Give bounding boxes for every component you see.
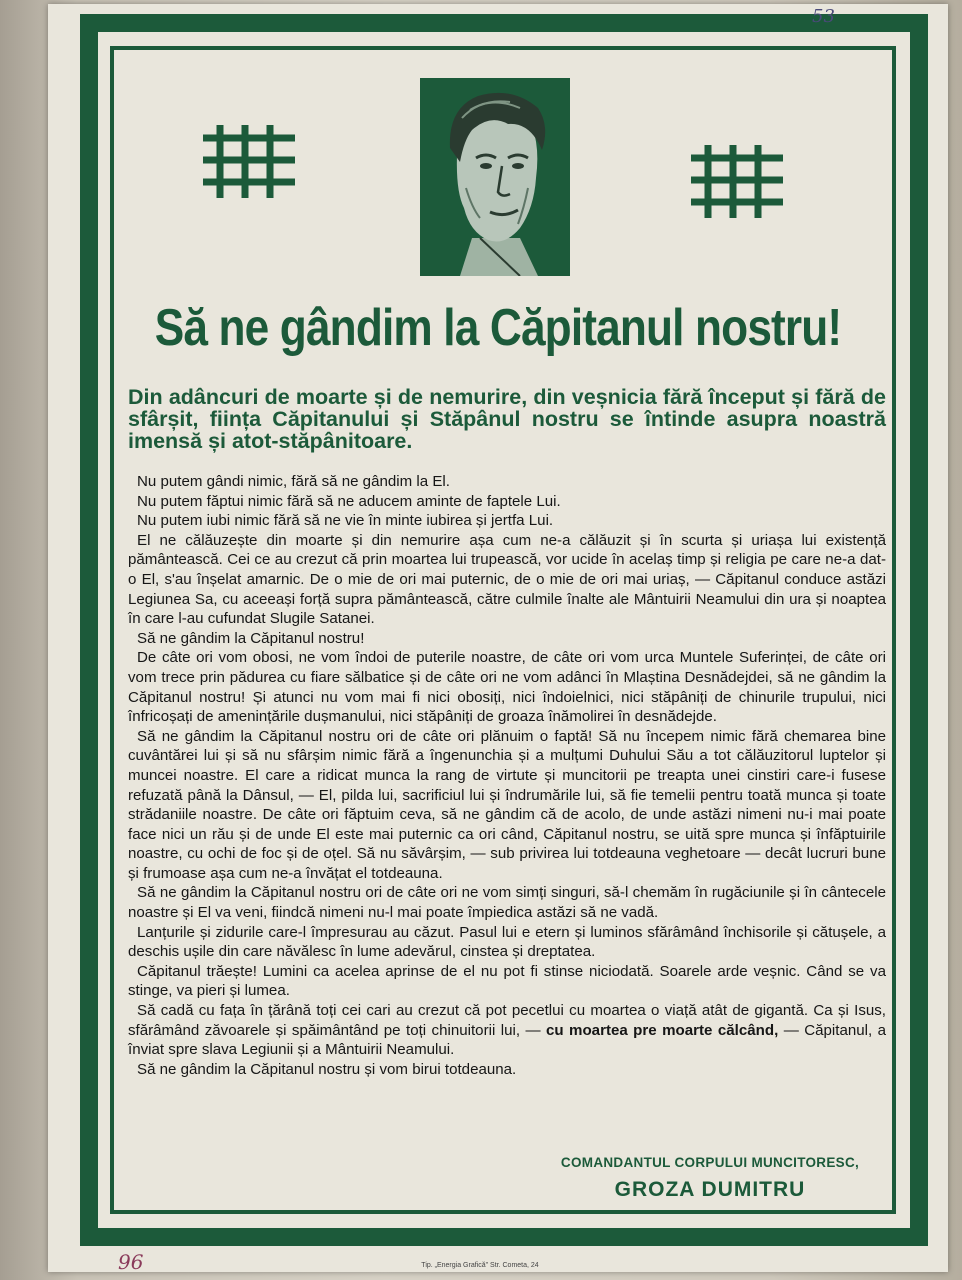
grid-symbol-icon xyxy=(200,120,300,200)
handwritten-number-top: 53 xyxy=(812,6,835,27)
portrait-image xyxy=(420,78,570,276)
handwritten-number-bottom: 96 xyxy=(118,1250,144,1274)
body-paragraph: Să ne gândim la Căpitanul nostru și vom birui totdeauna. xyxy=(137,1060,517,1078)
body-paragraph-end: — Căpitanul, a înviat spre slava Legiunii și a Mântuirii Neamului. xyxy=(128,1021,886,1059)
body-text xyxy=(128,472,886,1079)
body-paragraph: Nu putem gândi nimic, fără să ne gândim la El. xyxy=(137,473,450,490)
body-paragraph: Să ne gândim la Căpitanul nostru ori de câte ori ne vom simți singuri, să-l chemăm în rugăciunile și în cântecele noastre și El va veni, fiindcă nimeni nu-l mai poate împiedica astăzi să ne vadă. xyxy=(128,884,886,922)
intro-paragraph: Din adâncuri de moarte și de nemurire, din veșnicia fără început și fără de sfârșit, ființa Căpitanului și Stăpânul nostru se întinde asupra noastră imensă și atot-stăpânitoare. xyxy=(128,385,886,453)
body-paragraph: Căpitanul trăește! Lumini ca acelea aprinse de el nu pot fi stinse niciodată. Soarele arde veșnic. Când se va stinge, va pieri și lumea. xyxy=(128,962,886,1000)
body-paragraph: Nu putem iubi nimic fără să ne vie în minte iubirea și jertfa Lui. xyxy=(137,512,554,530)
body-paragraph: Nu putem făptui nimic fără să ne aducem aminte de faptele Lui. xyxy=(137,492,561,510)
signature-name: GROZA DUMITRU xyxy=(614,1178,806,1201)
body-paragraph: Să ne gândim la Căpitanul nostru ori de câte ori plănuim o faptă! Să nu începem nimic fără chemarea bine cuvântărei lui și să nu sfârșim nimic fără a îngenunchia și a mulțumi Duhului Său a tot călăuzitorul luptelor și muncei noastre. El care a ridicat munca la rang de virtute și muncitorii pe treapta unei cinstiri care-i fusese refuzată până la Dânsul, — El, pilda lui, sacrificiul lui și îndrumările lui, să fie temelii pentru toată munca și toate strădaniile noastre. De câte ori făptuim ceva, să ne gândim că de acolo, de unde astăzi nimeni nu-i mai poate face nici un rău și de unde El este mai puternic ca ori când, Căpitanul nostru, se uită spre munca și înfăptuirile noastre, cu ochi de foc și de oțel. Să nu săvârșim, — sub privirea lui totdeauna veghetoare — decât lucruri bune și frumoase așa cum ne-a învățat el totdeauna. xyxy=(128,727,886,882)
grid-symbol-icon xyxy=(688,140,788,220)
poster-title: Să ne gândim la Căpitanul nostru! xyxy=(154,299,842,357)
body-paragraph-start: Să cadă cu fața în țărână toți cei cari au crezut că pot pecetlui cu moartea o viață atât de gigantă. Ca și Isus, sfărâmând zăvoarele și spăimântând pe toți chinuitorii lui, — xyxy=(128,1002,886,1039)
printer-credit: Tip. „Energia Grafică" Str. Cometa, 24 xyxy=(421,1262,539,1269)
body-paragraph: Lanțurile și zidurile care-l împresurau au căzut. Pasul lui e etern și luminos sfărâmând închisorile și cătușele, a deschis ușile din care năvălesc în lume adevărul, cinstea și dreptatea. xyxy=(128,923,886,961)
body-paragraph: Să ne gândim la Căpitanul nostru! xyxy=(137,629,365,647)
emphasis-text: cu moartea pre moarte călcând, xyxy=(546,1021,779,1039)
signature-role: COMANDANTUL CORPULUI MUNCITORESC, xyxy=(560,1155,860,1170)
body-paragraph xyxy=(128,1001,886,1060)
body-paragraph: El ne călăuzește din moarte și din nemurire așa cum ne-a călăuzit și în scurta și uriașa lui existență pământească. Cei ce au crezut că prin moartea lui trupească, vor ucide în acelaș timp și religia pe care ne-a dat-o El, s'au înșelat amarnic. De o mie de ori mai puternic, de o mie de ori mai uriaș, — Căpitanul conduce astăzi Legiunea Sa, cu aceeași forță supra pământească, către culmile înalte ale Mântuirii Neamului din ura și noaptea în care l-au cufundat Slugile Satanei. xyxy=(128,531,886,628)
body-paragraph: De câte ori vom obosi, ne vom îndoi de puterile noastre, de câte ori vom urca Muntele Suferinței, de câte ori vom trece prin pădurea cu fiare sălbatice și de câte ori ne vom adânci în Mlaștina Desnădejdei, să ne gândim la Căpitanul nostru! Și atunci nu vom mai fi nici obosiți, nici îndoielnici, nici stăpâniți de chinurile trupului, nici înfricoșați de amenințările dușmanului, nici stăpâniți de groaza înămolirei în desnădejde. xyxy=(128,649,886,726)
